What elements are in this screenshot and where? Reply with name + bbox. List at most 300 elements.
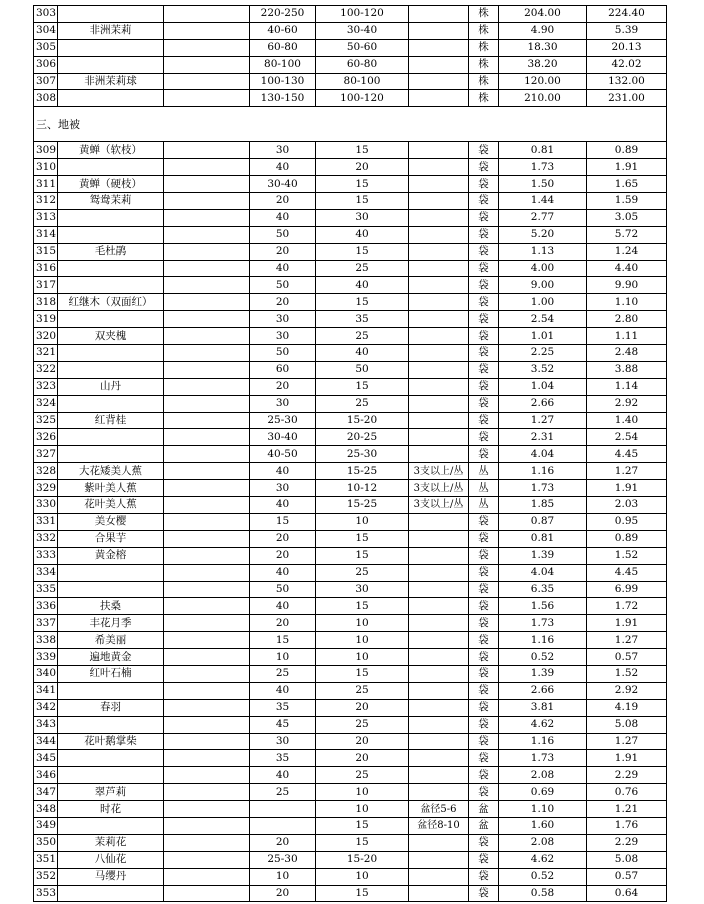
table-row [34, 868, 667, 885]
height-cell: 30 [250, 328, 316, 345]
spec-blank [164, 530, 250, 547]
unit-cell: 袋 [469, 513, 499, 530]
spec-blank [164, 73, 250, 90]
unit-cell: 袋 [469, 699, 499, 716]
spec-blank [164, 328, 250, 345]
note-cell [409, 564, 469, 581]
price-with-tax-cell: 9.90 [587, 277, 667, 294]
height-cell: 40 [250, 260, 316, 277]
price-cell: 5.20 [499, 226, 587, 243]
unit-cell: 袋 [469, 193, 499, 210]
price-cell: 1.13 [499, 243, 587, 260]
spec-blank [164, 801, 250, 818]
spec-blank [164, 564, 250, 581]
crown-cell: 10 [316, 801, 409, 818]
height-cell: 35 [250, 699, 316, 716]
unit-cell: 袋 [469, 311, 499, 328]
price-cell: 6.35 [499, 581, 587, 598]
crown-cell: 15 [316, 834, 409, 851]
spec-blank [164, 784, 250, 801]
price-cell: 2.08 [499, 834, 587, 851]
table-row [34, 801, 667, 818]
row-number: 309 [34, 142, 58, 159]
height-cell: 40 [250, 598, 316, 615]
note-cell [409, 429, 469, 446]
spec-blank [164, 361, 250, 378]
plant-name: 红继木（双面红） [58, 294, 164, 311]
note-cell [409, 581, 469, 598]
price-with-tax-cell: 5.08 [587, 851, 667, 868]
price-cell: 1.39 [499, 665, 587, 682]
table-row [34, 497, 667, 514]
note-cell [409, 277, 469, 294]
section-header-row [34, 107, 667, 142]
row-number: 334 [34, 564, 58, 581]
price-cell: 210.00 [499, 90, 587, 107]
note-cell [409, 142, 469, 159]
height-cell: 20 [250, 547, 316, 564]
price-with-tax-cell: 0.64 [587, 885, 667, 902]
table-row [34, 784, 667, 801]
note-cell [409, 665, 469, 682]
crown-cell: 15 [316, 598, 409, 615]
unit-cell: 袋 [469, 649, 499, 666]
price-with-tax-cell: 1.91 [587, 480, 667, 497]
unit-cell: 袋 [469, 547, 499, 564]
height-cell: 130-150 [250, 90, 316, 107]
price-with-tax-cell: 1.14 [587, 378, 667, 395]
note-cell: 3支以上/丛 [409, 480, 469, 497]
crown-cell: 15 [316, 547, 409, 564]
unit-cell: 株 [469, 39, 499, 56]
row-number: 333 [34, 547, 58, 564]
row-number: 343 [34, 716, 58, 733]
table-row [34, 22, 667, 39]
note-cell [409, 649, 469, 666]
unit-cell: 袋 [469, 345, 499, 362]
plant-name [58, 682, 164, 699]
row-number: 325 [34, 412, 58, 429]
plant-name [58, 6, 164, 23]
price-cell: 1.01 [499, 328, 587, 345]
plant-name [58, 226, 164, 243]
crown-cell: 10 [316, 784, 409, 801]
height-cell: 100-130 [250, 73, 316, 90]
height-cell: 30 [250, 395, 316, 412]
table-row [34, 345, 667, 362]
crown-cell: 30-40 [316, 22, 409, 39]
crown-cell: 15 [316, 142, 409, 159]
crown-cell: 10 [316, 513, 409, 530]
table-row [34, 615, 667, 632]
row-number: 324 [34, 395, 58, 412]
table-row [34, 716, 667, 733]
price-cell: 4.62 [499, 716, 587, 733]
unit-cell: 袋 [469, 615, 499, 632]
crown-cell: 10 [316, 868, 409, 885]
spec-blank [164, 142, 250, 159]
table-row [34, 513, 667, 530]
unit-cell: 袋 [469, 834, 499, 851]
row-number: 322 [34, 361, 58, 378]
row-number: 335 [34, 581, 58, 598]
spec-blank [164, 429, 250, 446]
height-cell: 25 [250, 665, 316, 682]
spec-blank [164, 446, 250, 463]
row-number: 332 [34, 530, 58, 547]
crown-cell: 30 [316, 581, 409, 598]
plant-name: 黄蝉（软枝） [58, 142, 164, 159]
height-cell: 25 [250, 784, 316, 801]
row-number: 313 [34, 209, 58, 226]
price-with-tax-cell: 1.52 [587, 665, 667, 682]
table-row [34, 767, 667, 784]
spec-blank [164, 226, 250, 243]
crown-cell: 15 [316, 530, 409, 547]
table-row [34, 817, 667, 834]
row-number: 319 [34, 311, 58, 328]
note-cell [409, 750, 469, 767]
price-with-tax-cell: 3.88 [587, 361, 667, 378]
plant-name [58, 750, 164, 767]
plant-name [58, 716, 164, 733]
height-cell: 40 [250, 564, 316, 581]
plant-name: 红叶石楠 [58, 665, 164, 682]
price-with-tax-cell: 1.11 [587, 328, 667, 345]
height-cell: 30-40 [250, 176, 316, 193]
unit-cell: 袋 [469, 412, 499, 429]
plant-name [58, 209, 164, 226]
plant-name: 毛杜鹃 [58, 243, 164, 260]
table-row [34, 56, 667, 73]
plant-name [58, 885, 164, 902]
row-number: 305 [34, 39, 58, 56]
crown-cell: 35 [316, 311, 409, 328]
note-cell [409, 632, 469, 649]
plant-name [58, 767, 164, 784]
note-cell [409, 784, 469, 801]
price-with-tax-cell: 2.92 [587, 395, 667, 412]
price-cell: 1.00 [499, 294, 587, 311]
crown-cell: 20 [316, 750, 409, 767]
unit-cell: 袋 [469, 581, 499, 598]
table-row [34, 378, 667, 395]
unit-cell: 袋 [469, 209, 499, 226]
plant-name: 双夹槐 [58, 328, 164, 345]
unit-cell: 袋 [469, 682, 499, 699]
price-with-tax-cell: 1.91 [587, 615, 667, 632]
crown-cell: 50-60 [316, 39, 409, 56]
unit-cell: 袋 [469, 378, 499, 395]
price-with-tax-cell: 0.57 [587, 868, 667, 885]
price-with-tax-cell: 6.99 [587, 581, 667, 598]
unit-cell: 株 [469, 22, 499, 39]
spec-blank [164, 260, 250, 277]
crown-cell: 10-12 [316, 480, 409, 497]
unit-cell: 丛 [469, 497, 499, 514]
note-cell [409, 834, 469, 851]
price-cell: 18.30 [499, 39, 587, 56]
price-cell: 0.81 [499, 530, 587, 547]
plant-name: 山丹 [58, 378, 164, 395]
price-cell: 0.58 [499, 885, 587, 902]
crown-cell: 15 [316, 294, 409, 311]
height-cell: 40-50 [250, 446, 316, 463]
price-with-tax-cell: 0.57 [587, 649, 667, 666]
spec-blank [164, 176, 250, 193]
table-row [34, 73, 667, 90]
row-number: 314 [34, 226, 58, 243]
note-cell [409, 56, 469, 73]
row-number: 339 [34, 649, 58, 666]
row-number: 306 [34, 56, 58, 73]
note-cell [409, 446, 469, 463]
price-cell: 0.87 [499, 513, 587, 530]
spec-blank [164, 39, 250, 56]
spec-blank [164, 311, 250, 328]
crown-cell: 10 [316, 632, 409, 649]
note-cell: 3支以上/丛 [409, 463, 469, 480]
height-cell: 30-40 [250, 429, 316, 446]
note-cell [409, 311, 469, 328]
price-cell: 1.73 [499, 615, 587, 632]
plant-name: 八仙花 [58, 851, 164, 868]
plant-name [58, 429, 164, 446]
price-cell: 1.10 [499, 801, 587, 818]
table-row [34, 682, 667, 699]
table-row [34, 429, 667, 446]
spec-blank [164, 497, 250, 514]
price-cell: 1.56 [499, 598, 587, 615]
crown-cell: 20 [316, 699, 409, 716]
note-cell [409, 328, 469, 345]
crown-cell: 20-25 [316, 429, 409, 446]
unit-cell: 袋 [469, 142, 499, 159]
crown-cell: 15 [316, 885, 409, 902]
height-cell: 40 [250, 159, 316, 176]
plant-name: 马缨丹 [58, 868, 164, 885]
table-body-bottom [34, 142, 667, 902]
height-cell: 20 [250, 378, 316, 395]
price-cell: 1.16 [499, 632, 587, 649]
table-row [34, 834, 667, 851]
note-cell [409, 513, 469, 530]
plant-name [58, 277, 164, 294]
note-cell [409, 615, 469, 632]
row-number: 345 [34, 750, 58, 767]
plant-name [58, 39, 164, 56]
spec-blank [164, 699, 250, 716]
unit-cell: 袋 [469, 226, 499, 243]
note-cell [409, 885, 469, 902]
crown-cell: 15-25 [316, 463, 409, 480]
price-with-tax-cell: 1.76 [587, 817, 667, 834]
plant-name: 希美丽 [58, 632, 164, 649]
crown-cell: 25 [316, 564, 409, 581]
table-row [34, 328, 667, 345]
crown-cell: 40 [316, 345, 409, 362]
height-cell: 45 [250, 716, 316, 733]
price-cell: 1.04 [499, 378, 587, 395]
spec-blank [164, 159, 250, 176]
plant-name [58, 260, 164, 277]
price-with-tax-cell: 1.21 [587, 801, 667, 818]
note-cell [409, 243, 469, 260]
price-with-tax-cell: 1.65 [587, 176, 667, 193]
unit-cell: 盆 [469, 801, 499, 818]
row-number: 329 [34, 480, 58, 497]
height-cell: 20 [250, 885, 316, 902]
row-number: 316 [34, 260, 58, 277]
price-cell: 120.00 [499, 73, 587, 90]
row-number: 353 [34, 885, 58, 902]
section-title: 三、地被 [34, 107, 667, 142]
height-cell [250, 801, 316, 818]
plant-name: 大花矮美人蕉 [58, 463, 164, 480]
height-cell: 30 [250, 311, 316, 328]
note-cell [409, 6, 469, 23]
unit-cell: 袋 [469, 429, 499, 446]
price-cell: 0.81 [499, 142, 587, 159]
price-cell: 0.69 [499, 784, 587, 801]
spec-blank [164, 6, 250, 23]
row-number: 336 [34, 598, 58, 615]
row-number: 340 [34, 665, 58, 682]
row-number: 341 [34, 682, 58, 699]
height-cell: 50 [250, 277, 316, 294]
height-cell: 50 [250, 226, 316, 243]
row-number: 350 [34, 834, 58, 851]
table-row [34, 176, 667, 193]
price-cell: 2.25 [499, 345, 587, 362]
plant-name [58, 159, 164, 176]
row-number: 308 [34, 90, 58, 107]
height-cell: 40 [250, 682, 316, 699]
unit-cell: 盆 [469, 817, 499, 834]
plant-name [58, 345, 164, 362]
height-cell: 60 [250, 361, 316, 378]
height-cell: 15 [250, 632, 316, 649]
price-with-tax-cell: 1.52 [587, 547, 667, 564]
height-cell: 10 [250, 649, 316, 666]
height-cell [250, 817, 316, 834]
note-cell [409, 868, 469, 885]
spec-blank [164, 817, 250, 834]
price-cell: 1.27 [499, 412, 587, 429]
note-cell [409, 851, 469, 868]
unit-cell: 袋 [469, 665, 499, 682]
spec-blank [164, 463, 250, 480]
spec-blank [164, 22, 250, 39]
price-with-tax-cell: 4.45 [587, 564, 667, 581]
note-cell [409, 209, 469, 226]
spec-blank [164, 412, 250, 429]
section-header-body [34, 107, 667, 142]
plant-name [58, 90, 164, 107]
table-row [34, 412, 667, 429]
spec-blank [164, 294, 250, 311]
table-row [34, 193, 667, 210]
price-with-tax-cell: 2.80 [587, 311, 667, 328]
price-with-tax-cell: 5.39 [587, 22, 667, 39]
note-cell [409, 767, 469, 784]
table-row [34, 226, 667, 243]
unit-cell: 袋 [469, 159, 499, 176]
height-cell: 20 [250, 530, 316, 547]
spec-blank [164, 733, 250, 750]
table-body-top [34, 6, 667, 107]
unit-cell: 袋 [469, 767, 499, 784]
price-with-tax-cell: 231.00 [587, 90, 667, 107]
price-with-tax-cell: 0.89 [587, 530, 667, 547]
crown-cell: 100-120 [316, 90, 409, 107]
plant-name: 非洲茉莉 [58, 22, 164, 39]
spec-blank [164, 243, 250, 260]
unit-cell: 袋 [469, 243, 499, 260]
table-row [34, 90, 667, 107]
crown-cell: 15-20 [316, 851, 409, 868]
plant-name [58, 361, 164, 378]
height-cell: 20 [250, 615, 316, 632]
price-with-tax-cell: 5.08 [587, 716, 667, 733]
unit-cell: 袋 [469, 868, 499, 885]
spec-blank [164, 834, 250, 851]
table-row [34, 547, 667, 564]
plant-name [58, 817, 164, 834]
row-number: 318 [34, 294, 58, 311]
unit-cell: 株 [469, 73, 499, 90]
crown-cell: 15-25 [316, 497, 409, 514]
table-row [34, 750, 667, 767]
note-cell [409, 547, 469, 564]
plant-name: 紫叶美人蕉 [58, 480, 164, 497]
table-row [34, 361, 667, 378]
plant-name: 丰花月季 [58, 615, 164, 632]
table-row [34, 142, 667, 159]
spec-blank [164, 598, 250, 615]
row-number: 303 [34, 6, 58, 23]
price-cell: 4.00 [499, 260, 587, 277]
plant-name [58, 395, 164, 412]
row-number: 352 [34, 868, 58, 885]
crown-cell: 40 [316, 277, 409, 294]
price-cell: 1.44 [499, 193, 587, 210]
row-number: 342 [34, 699, 58, 716]
spec-blank [164, 750, 250, 767]
unit-cell: 袋 [469, 176, 499, 193]
height-cell: 60-80 [250, 39, 316, 56]
spec-blank [164, 277, 250, 294]
price-with-tax-cell: 4.40 [587, 260, 667, 277]
crown-cell: 25 [316, 395, 409, 412]
price-with-tax-cell: 1.27 [587, 733, 667, 750]
table-row [34, 39, 667, 56]
spec-blank [164, 209, 250, 226]
row-number: 315 [34, 243, 58, 260]
price-cell: 0.52 [499, 868, 587, 885]
crown-cell: 15 [316, 176, 409, 193]
unit-cell: 袋 [469, 294, 499, 311]
price-cell: 1.16 [499, 733, 587, 750]
plant-name: 花叶美人蕉 [58, 497, 164, 514]
note-cell [409, 345, 469, 362]
plant-name: 翠芦莉 [58, 784, 164, 801]
price-cell: 2.54 [499, 311, 587, 328]
height-cell: 220-250 [250, 6, 316, 23]
table-row [34, 699, 667, 716]
crown-cell: 25 [316, 767, 409, 784]
row-number: 310 [34, 159, 58, 176]
